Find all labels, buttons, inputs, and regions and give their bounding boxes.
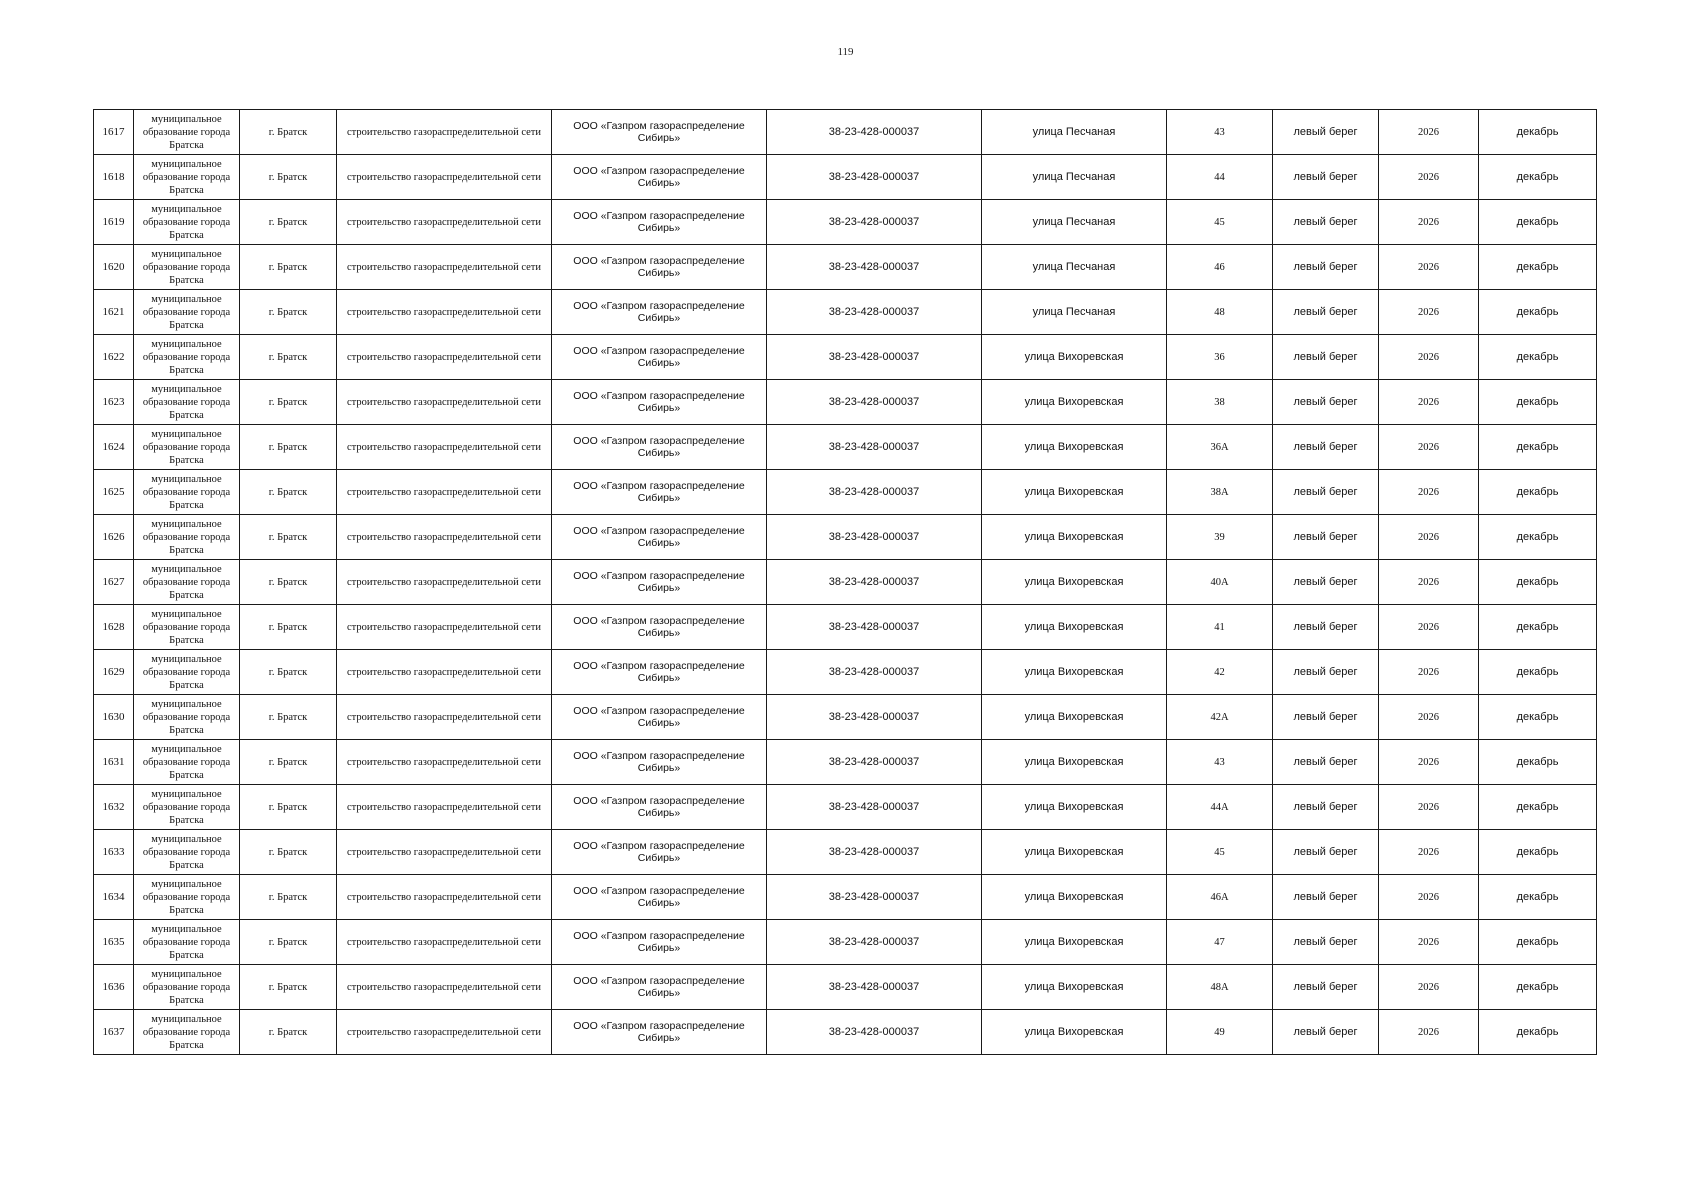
- table-row: [94, 425, 1597, 470]
- row-number-cell: 1623: [94, 380, 134, 425]
- municipality-cell: муниципальное образование города Братска: [134, 785, 240, 830]
- row-number-cell: 1622: [94, 335, 134, 380]
- river-bank-cell: левый берег: [1273, 155, 1379, 200]
- municipality-cell: муниципальное образование города Братска: [134, 470, 240, 515]
- municipality-cell: муниципальное образование города Братска: [134, 515, 240, 560]
- month-cell: декабрь: [1479, 470, 1597, 515]
- month-cell: декабрь: [1479, 380, 1597, 425]
- table-row: [94, 920, 1597, 965]
- year-cell: 2026: [1379, 335, 1479, 380]
- month-cell: декабрь: [1479, 245, 1597, 290]
- municipality-cell: муниципальное образование города Братска: [134, 875, 240, 920]
- object-code-cell: 38-23-428-000037: [767, 830, 982, 875]
- object-code-cell: 38-23-428-000037: [767, 785, 982, 830]
- table-row: [94, 515, 1597, 560]
- municipality-cell: муниципальное образование города Братска: [134, 200, 240, 245]
- organization-cell: ООО «Газпром газораспределение Сибирь»: [552, 965, 767, 1010]
- street-cell: улица Вихоревская: [982, 965, 1167, 1010]
- house-number-cell: 36: [1167, 335, 1273, 380]
- street-cell: улица Песчаная: [982, 200, 1167, 245]
- house-number-cell: 45: [1167, 830, 1273, 875]
- row-number-cell: 1619: [94, 200, 134, 245]
- city-cell: г. Братск: [240, 425, 337, 470]
- municipality-cell: муниципальное образование города Братска: [134, 1010, 240, 1055]
- organization-cell: ООО «Газпром газораспределение Сибирь»: [552, 650, 767, 695]
- object-code-cell: 38-23-428-000037: [767, 200, 982, 245]
- gasification-register-table: [93, 109, 1597, 1055]
- house-number-cell: 46А: [1167, 875, 1273, 920]
- river-bank-cell: левый берег: [1273, 605, 1379, 650]
- house-number-cell: 46: [1167, 245, 1273, 290]
- year-cell: 2026: [1379, 110, 1479, 155]
- city-cell: г. Братск: [240, 695, 337, 740]
- work-type-cell: строительство газораспределительной сети: [337, 470, 552, 515]
- municipality-cell: муниципальное образование города Братска: [134, 650, 240, 695]
- month-cell: декабрь: [1479, 200, 1597, 245]
- street-cell: улица Вихоревская: [982, 1010, 1167, 1055]
- house-number-cell: 43: [1167, 740, 1273, 785]
- month-cell: декабрь: [1479, 290, 1597, 335]
- street-cell: улица Вихоревская: [982, 785, 1167, 830]
- municipality-cell: муниципальное образование города Братска: [134, 740, 240, 785]
- house-number-cell: 42: [1167, 650, 1273, 695]
- house-number-cell: 45: [1167, 200, 1273, 245]
- organization-cell: ООО «Газпром газораспределение Сибирь»: [552, 470, 767, 515]
- work-type-cell: строительство газораспределительной сети: [337, 695, 552, 740]
- street-cell: улица Песчаная: [982, 290, 1167, 335]
- river-bank-cell: левый берег: [1273, 290, 1379, 335]
- month-cell: декабрь: [1479, 425, 1597, 470]
- year-cell: 2026: [1379, 155, 1479, 200]
- city-cell: г. Братск: [240, 470, 337, 515]
- street-cell: улица Вихоревская: [982, 470, 1167, 515]
- city-cell: г. Братск: [240, 605, 337, 650]
- street-cell: улица Вихоревская: [982, 425, 1167, 470]
- object-code-cell: 38-23-428-000037: [767, 1010, 982, 1055]
- city-cell: г. Братск: [240, 110, 337, 155]
- municipality-cell: муниципальное образование города Братска: [134, 335, 240, 380]
- object-code-cell: 38-23-428-000037: [767, 245, 982, 290]
- month-cell: декабрь: [1479, 560, 1597, 605]
- house-number-cell: 47: [1167, 920, 1273, 965]
- object-code-cell: 38-23-428-000037: [767, 290, 982, 335]
- row-number-cell: 1634: [94, 875, 134, 920]
- city-cell: г. Братск: [240, 740, 337, 785]
- work-type-cell: строительство газораспределительной сети: [337, 110, 552, 155]
- street-cell: улица Вихоревская: [982, 515, 1167, 560]
- street-cell: улица Вихоревская: [982, 920, 1167, 965]
- river-bank-cell: левый берег: [1273, 560, 1379, 605]
- street-cell: улица Вихоревская: [982, 830, 1167, 875]
- row-number-cell: 1632: [94, 785, 134, 830]
- river-bank-cell: левый берег: [1273, 335, 1379, 380]
- table-row: [94, 1010, 1597, 1055]
- street-cell: улица Вихоревская: [982, 650, 1167, 695]
- work-type-cell: строительство газораспределительной сети: [337, 920, 552, 965]
- table-row: [94, 110, 1597, 155]
- street-cell: улица Вихоревская: [982, 740, 1167, 785]
- month-cell: декабрь: [1479, 785, 1597, 830]
- river-bank-cell: левый берег: [1273, 785, 1379, 830]
- month-cell: декабрь: [1479, 1010, 1597, 1055]
- object-code-cell: 38-23-428-000037: [767, 740, 982, 785]
- house-number-cell: 44: [1167, 155, 1273, 200]
- organization-cell: ООО «Газпром газораспределение Сибирь»: [552, 875, 767, 920]
- work-type-cell: строительство газораспределительной сети: [337, 605, 552, 650]
- row-number-cell: 1628: [94, 605, 134, 650]
- house-number-cell: 36А: [1167, 425, 1273, 470]
- table-row: [94, 470, 1597, 515]
- city-cell: г. Братск: [240, 785, 337, 830]
- street-cell: улица Вихоревская: [982, 875, 1167, 920]
- work-type-cell: строительство газораспределительной сети: [337, 560, 552, 605]
- year-cell: 2026: [1379, 965, 1479, 1010]
- river-bank-cell: левый берег: [1273, 380, 1379, 425]
- street-cell: улица Песчаная: [982, 245, 1167, 290]
- organization-cell: ООО «Газпром газораспределение Сибирь»: [552, 245, 767, 290]
- organization-cell: ООО «Газпром газораспределение Сибирь»: [552, 515, 767, 560]
- organization-cell: ООО «Газпром газораспределение Сибирь»: [552, 290, 767, 335]
- month-cell: декабрь: [1479, 695, 1597, 740]
- street-cell: улица Песчаная: [982, 110, 1167, 155]
- year-cell: 2026: [1379, 470, 1479, 515]
- object-code-cell: 38-23-428-000037: [767, 650, 982, 695]
- city-cell: г. Братск: [240, 1010, 337, 1055]
- river-bank-cell: левый берег: [1273, 740, 1379, 785]
- table-row: [94, 155, 1597, 200]
- city-cell: г. Братск: [240, 830, 337, 875]
- municipality-cell: муниципальное образование города Братска: [134, 110, 240, 155]
- month-cell: декабрь: [1479, 335, 1597, 380]
- year-cell: 2026: [1379, 560, 1479, 605]
- row-number-cell: 1630: [94, 695, 134, 740]
- table-body: [94, 110, 1597, 1055]
- row-number-cell: 1620: [94, 245, 134, 290]
- street-cell: улица Вихоревская: [982, 335, 1167, 380]
- month-cell: декабрь: [1479, 650, 1597, 695]
- organization-cell: ООО «Газпром газораспределение Сибирь»: [552, 110, 767, 155]
- work-type-cell: строительство газораспределительной сети: [337, 965, 552, 1010]
- month-cell: декабрь: [1479, 875, 1597, 920]
- work-type-cell: строительство газораспределительной сети: [337, 335, 552, 380]
- city-cell: г. Братск: [240, 155, 337, 200]
- organization-cell: ООО «Газпром газораспределение Сибирь»: [552, 695, 767, 740]
- river-bank-cell: левый берег: [1273, 695, 1379, 740]
- street-cell: улица Вихоревская: [982, 695, 1167, 740]
- river-bank-cell: левый берег: [1273, 875, 1379, 920]
- object-code-cell: 38-23-428-000037: [767, 335, 982, 380]
- object-code-cell: 38-23-428-000037: [767, 965, 982, 1010]
- municipality-cell: муниципальное образование города Братска: [134, 605, 240, 650]
- river-bank-cell: левый берег: [1273, 470, 1379, 515]
- year-cell: 2026: [1379, 290, 1479, 335]
- river-bank-cell: левый берег: [1273, 425, 1379, 470]
- river-bank-cell: левый берег: [1273, 110, 1379, 155]
- city-cell: г. Братск: [240, 515, 337, 560]
- work-type-cell: строительство газораспределительной сети: [337, 425, 552, 470]
- municipality-cell: муниципальное образование города Братска: [134, 245, 240, 290]
- river-bank-cell: левый берег: [1273, 920, 1379, 965]
- city-cell: г. Братск: [240, 245, 337, 290]
- river-bank-cell: левый берег: [1273, 830, 1379, 875]
- year-cell: 2026: [1379, 875, 1479, 920]
- house-number-cell: 44А: [1167, 785, 1273, 830]
- municipality-cell: муниципальное образование города Братска: [134, 425, 240, 470]
- organization-cell: ООО «Газпром газораспределение Сибирь»: [552, 335, 767, 380]
- row-number-cell: 1636: [94, 965, 134, 1010]
- year-cell: 2026: [1379, 515, 1479, 560]
- month-cell: декабрь: [1479, 110, 1597, 155]
- municipality-cell: муниципальное образование города Братска: [134, 290, 240, 335]
- year-cell: 2026: [1379, 245, 1479, 290]
- object-code-cell: 38-23-428-000037: [767, 155, 982, 200]
- year-cell: 2026: [1379, 695, 1479, 740]
- month-cell: декабрь: [1479, 515, 1597, 560]
- row-number-cell: 1627: [94, 560, 134, 605]
- object-code-cell: 38-23-428-000037: [767, 470, 982, 515]
- house-number-cell: 49: [1167, 1010, 1273, 1055]
- house-number-cell: 48А: [1167, 965, 1273, 1010]
- house-number-cell: 43: [1167, 110, 1273, 155]
- city-cell: г. Братск: [240, 650, 337, 695]
- month-cell: декабрь: [1479, 830, 1597, 875]
- work-type-cell: строительство газораспределительной сети: [337, 830, 552, 875]
- object-code-cell: 38-23-428-000037: [767, 695, 982, 740]
- organization-cell: ООО «Газпром газораспределение Сибирь»: [552, 425, 767, 470]
- row-number-cell: 1629: [94, 650, 134, 695]
- work-type-cell: строительство газораспределительной сети: [337, 650, 552, 695]
- river-bank-cell: левый берег: [1273, 650, 1379, 695]
- river-bank-cell: левый берег: [1273, 965, 1379, 1010]
- year-cell: 2026: [1379, 830, 1479, 875]
- organization-cell: ООО «Газпром газораспределение Сибирь»: [552, 380, 767, 425]
- table-row: [94, 785, 1597, 830]
- city-cell: г. Братск: [240, 560, 337, 605]
- municipality-cell: муниципальное образование города Братска: [134, 380, 240, 425]
- city-cell: г. Братск: [240, 380, 337, 425]
- month-cell: декабрь: [1479, 605, 1597, 650]
- work-type-cell: строительство газораспределительной сети: [337, 290, 552, 335]
- street-cell: улица Вихоревская: [982, 605, 1167, 650]
- organization-cell: ООО «Газпром газораспределение Сибирь»: [552, 560, 767, 605]
- work-type-cell: строительство газораспределительной сети: [337, 740, 552, 785]
- house-number-cell: 39: [1167, 515, 1273, 560]
- organization-cell: ООО «Газпром газораспределение Сибирь»: [552, 830, 767, 875]
- table-row: [94, 605, 1597, 650]
- row-number-cell: 1625: [94, 470, 134, 515]
- table-row: [94, 650, 1597, 695]
- table-row: [94, 200, 1597, 245]
- street-cell: улица Вихоревская: [982, 560, 1167, 605]
- municipality-cell: муниципальное образование города Братска: [134, 155, 240, 200]
- row-number-cell: 1621: [94, 290, 134, 335]
- year-cell: 2026: [1379, 920, 1479, 965]
- house-number-cell: 38: [1167, 380, 1273, 425]
- month-cell: декабрь: [1479, 740, 1597, 785]
- table-row: [94, 380, 1597, 425]
- object-code-cell: 38-23-428-000037: [767, 920, 982, 965]
- house-number-cell: 38А: [1167, 470, 1273, 515]
- table-row: [94, 875, 1597, 920]
- month-cell: декабрь: [1479, 965, 1597, 1010]
- work-type-cell: строительство газораспределительной сети: [337, 245, 552, 290]
- river-bank-cell: левый берег: [1273, 200, 1379, 245]
- city-cell: г. Братск: [240, 335, 337, 380]
- year-cell: 2026: [1379, 425, 1479, 470]
- house-number-cell: 40А: [1167, 560, 1273, 605]
- year-cell: 2026: [1379, 785, 1479, 830]
- organization-cell: ООО «Газпром газораспределение Сибирь»: [552, 605, 767, 650]
- municipality-cell: муниципальное образование города Братска: [134, 695, 240, 740]
- row-number-cell: 1626: [94, 515, 134, 560]
- row-number-cell: 1635: [94, 920, 134, 965]
- river-bank-cell: левый берег: [1273, 245, 1379, 290]
- municipality-cell: муниципальное образование города Братска: [134, 965, 240, 1010]
- table-row: [94, 335, 1597, 380]
- organization-cell: ООО «Газпром газораспределение Сибирь»: [552, 200, 767, 245]
- work-type-cell: строительство газораспределительной сети: [337, 380, 552, 425]
- year-cell: 2026: [1379, 1010, 1479, 1055]
- city-cell: г. Братск: [240, 200, 337, 245]
- river-bank-cell: левый берег: [1273, 1010, 1379, 1055]
- month-cell: декабрь: [1479, 920, 1597, 965]
- work-type-cell: строительство газораспределительной сети: [337, 515, 552, 560]
- table-row: [94, 695, 1597, 740]
- street-cell: улица Песчаная: [982, 155, 1167, 200]
- row-number-cell: 1633: [94, 830, 134, 875]
- organization-cell: ООО «Газпром газораспределение Сибирь»: [552, 740, 767, 785]
- organization-cell: ООО «Газпром газораспределение Сибирь»: [552, 155, 767, 200]
- object-code-cell: 38-23-428-000037: [767, 380, 982, 425]
- table-row: [94, 290, 1597, 335]
- municipality-cell: муниципальное образование города Братска: [134, 830, 240, 875]
- year-cell: 2026: [1379, 740, 1479, 785]
- table-row: [94, 560, 1597, 605]
- work-type-cell: строительство газораспределительной сети: [337, 1010, 552, 1055]
- year-cell: 2026: [1379, 200, 1479, 245]
- object-code-cell: 38-23-428-000037: [767, 515, 982, 560]
- work-type-cell: строительство газораспределительной сети: [337, 785, 552, 830]
- work-type-cell: строительство газораспределительной сети: [337, 200, 552, 245]
- year-cell: 2026: [1379, 650, 1479, 695]
- row-number-cell: 1617: [94, 110, 134, 155]
- organization-cell: ООО «Газпром газораспределение Сибирь»: [552, 785, 767, 830]
- street-cell: улица Вихоревская: [982, 380, 1167, 425]
- city-cell: г. Братск: [240, 290, 337, 335]
- table-row: [94, 830, 1597, 875]
- row-number-cell: 1637: [94, 1010, 134, 1055]
- table-row: [94, 965, 1597, 1010]
- municipality-cell: муниципальное образование города Братска: [134, 920, 240, 965]
- object-code-cell: 38-23-428-000037: [767, 425, 982, 470]
- object-code-cell: 38-23-428-000037: [767, 560, 982, 605]
- page-number: 119: [837, 46, 854, 58]
- month-cell: декабрь: [1479, 155, 1597, 200]
- river-bank-cell: левый берег: [1273, 515, 1379, 560]
- year-cell: 2026: [1379, 605, 1479, 650]
- object-code-cell: 38-23-428-000037: [767, 875, 982, 920]
- house-number-cell: 42А: [1167, 695, 1273, 740]
- work-type-cell: строительство газораспределительной сети: [337, 875, 552, 920]
- organization-cell: ООО «Газпром газораспределение Сибирь»: [552, 1010, 767, 1055]
- city-cell: г. Братск: [240, 965, 337, 1010]
- organization-cell: ООО «Газпром газораспределение Сибирь»: [552, 920, 767, 965]
- year-cell: 2026: [1379, 380, 1479, 425]
- row-number-cell: 1624: [94, 425, 134, 470]
- object-code-cell: 38-23-428-000037: [767, 605, 982, 650]
- work-type-cell: строительство газораспределительной сети: [337, 155, 552, 200]
- house-number-cell: 41: [1167, 605, 1273, 650]
- house-number-cell: 48: [1167, 290, 1273, 335]
- municipality-cell: муниципальное образование города Братска: [134, 560, 240, 605]
- city-cell: г. Братск: [240, 920, 337, 965]
- table-row: [94, 245, 1597, 290]
- row-number-cell: 1631: [94, 740, 134, 785]
- object-code-cell: 38-23-428-000037: [767, 110, 982, 155]
- row-number-cell: 1618: [94, 155, 134, 200]
- city-cell: г. Братск: [240, 875, 337, 920]
- table-row: [94, 740, 1597, 785]
